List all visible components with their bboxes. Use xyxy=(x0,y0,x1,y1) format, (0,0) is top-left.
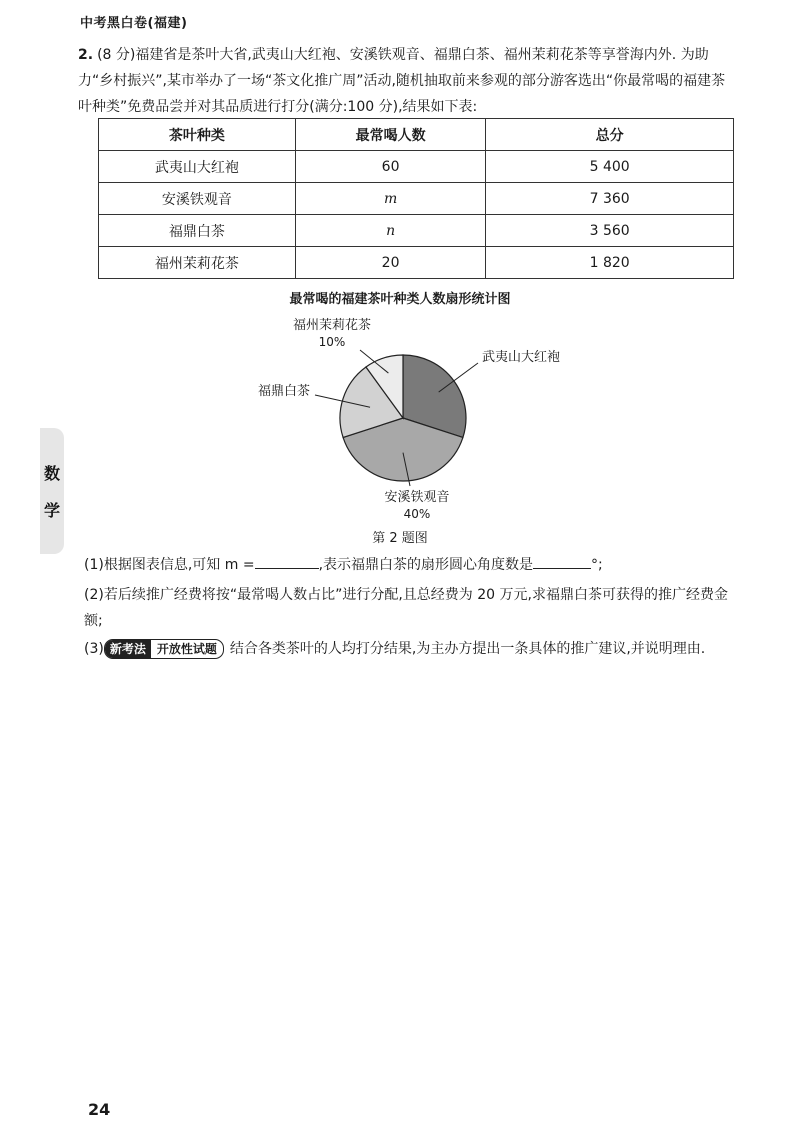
table-cell: 7 360 xyxy=(486,183,734,215)
question-3-text: 结合各类茶叶的人均打分结果,为主办方提出一条具体的推广建议,并说明理由. xyxy=(229,641,706,657)
slice-percent-label: 10% xyxy=(318,335,346,349)
table-row xyxy=(99,215,734,247)
table-cell: n xyxy=(295,215,486,247)
slice-label: 安溪铁观音 xyxy=(384,490,450,505)
table-cell: 20 xyxy=(295,247,486,279)
badge-light-label: 开放性试题 xyxy=(156,642,217,656)
table-cell: 5 400 xyxy=(486,151,734,183)
table-row xyxy=(99,247,734,279)
new-method-badge xyxy=(104,639,224,659)
question-1-part-a: (1)根据图表信息,可知 m = xyxy=(84,557,255,573)
question-1-part-b: ,表示福鼎白茶的扇形圆心角度数是 xyxy=(318,557,534,573)
question-1 xyxy=(84,552,744,578)
table-cell: 安溪铁观音 xyxy=(99,183,296,215)
table-cell: 60 xyxy=(295,151,486,183)
subject-char: 学 xyxy=(43,501,60,520)
table-row xyxy=(99,183,734,215)
slice-label: 武夷山大红袍 xyxy=(482,350,561,365)
figure-caption: 第 2 题图 xyxy=(372,531,428,546)
chart-title: 最常喝的福建茶叶种类人数扇形统计图 xyxy=(289,292,511,307)
col-header: 茶叶种类 xyxy=(99,119,296,151)
problem-intro: (8 分)福建省是茶叶大省,武夷山大红袍、安溪铁观音、福鼎白茶、福州茉莉花茶等享誉海内外. 为助力“乡村振兴”,某市举办了一场“茶文化推广周”活动,随机抽取前来参观的部分游客选出“你最常喝的福建茶叶种类”免费品尝并对其品质进行打分(满分:100 分),结果如下表: xyxy=(78,47,726,115)
col-header: 总分 xyxy=(486,119,734,151)
page-number: 24 xyxy=(88,1100,111,1119)
question-2: (2)若后续推广经费将按“最常喝人数占比”进行分配,且总经费为 20 万元,求福鼎白茶可获得的推广经费金额; xyxy=(84,587,728,629)
pie-chart xyxy=(220,305,580,527)
header-title: 中考黑白卷(福建) xyxy=(80,16,188,31)
slice-label: 福州茉莉花茶 xyxy=(292,318,372,333)
table-cell: 福鼎白茶 xyxy=(99,215,296,247)
subject-side-tab xyxy=(40,428,64,554)
problem-statement xyxy=(78,42,738,120)
table-cell: 福州茉莉花茶 xyxy=(99,247,296,279)
badge-dark-label: 新考法 xyxy=(105,640,151,658)
table-cell: 1 820 xyxy=(486,247,734,279)
slice-percent-label: 40% xyxy=(403,507,431,521)
slice-label: 福鼎白茶 xyxy=(257,384,310,399)
table-cell: m xyxy=(295,183,486,215)
answer-blank-m[interactable] xyxy=(255,554,319,569)
table-cell: 3 560 xyxy=(486,215,734,247)
data-table xyxy=(98,118,734,279)
question-3 xyxy=(84,636,744,662)
table-cell: 武夷山大红袍 xyxy=(99,151,296,183)
col-header: 最常喝人数 xyxy=(295,119,486,151)
question-3-prefix: (3) xyxy=(84,641,104,657)
subject-char: 数 xyxy=(43,464,60,483)
table-row xyxy=(99,151,734,183)
table-header-row xyxy=(99,119,734,151)
problem-number: 2. xyxy=(78,47,94,63)
answer-blank-angle[interactable] xyxy=(533,554,591,569)
question-1-part-c: °; xyxy=(591,557,603,573)
